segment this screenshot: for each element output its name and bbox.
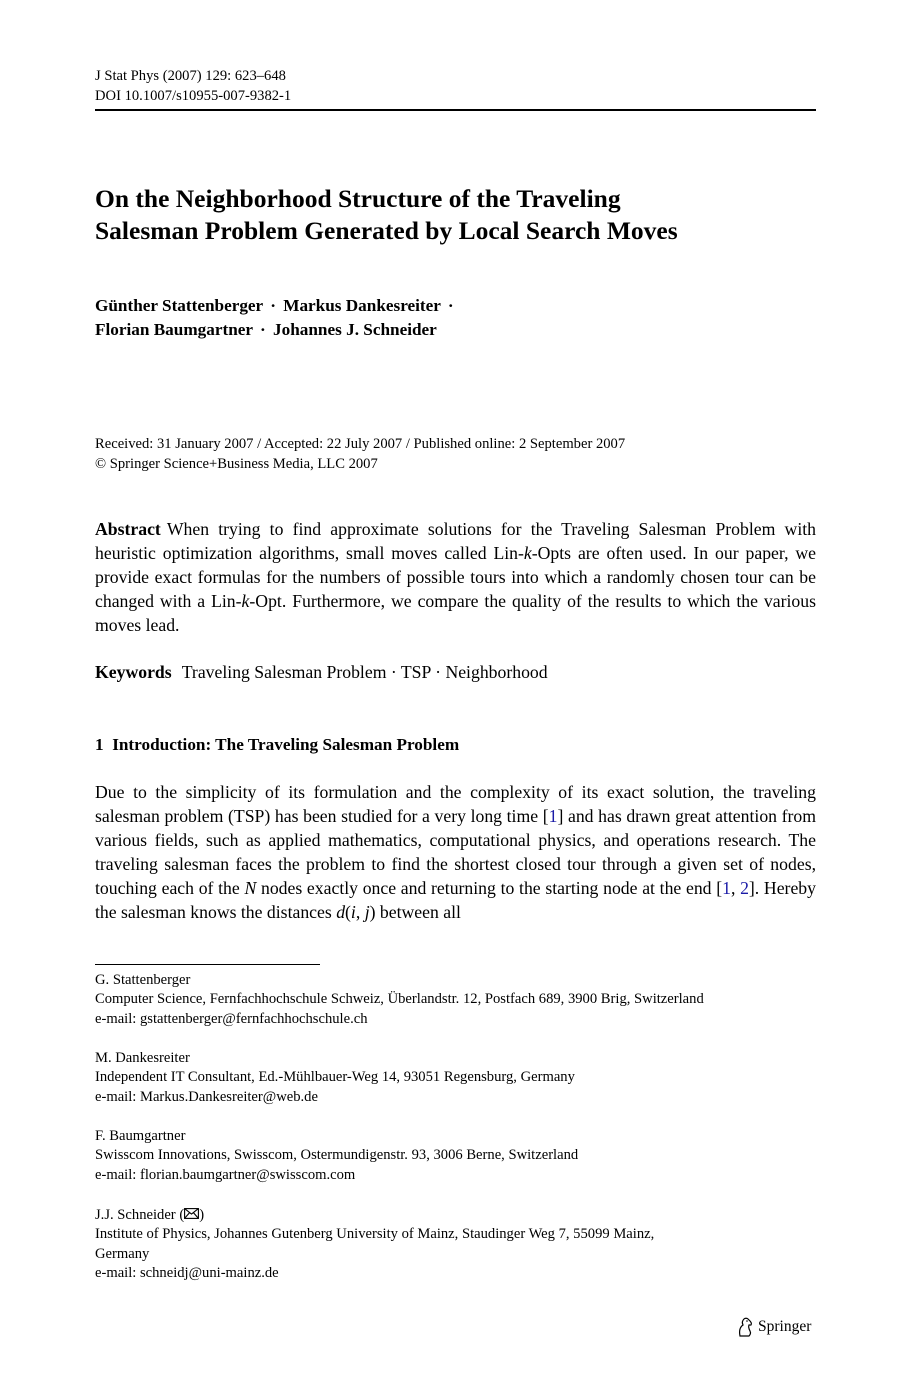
paren: ) xyxy=(199,1207,205,1223)
author-name: Markus Dankesreiter xyxy=(283,296,441,315)
keywords-label: Keywords xyxy=(95,662,172,682)
author-separator: · xyxy=(260,320,266,339)
math-n: N xyxy=(244,878,257,898)
envelope-icon[interactable] xyxy=(184,1208,199,1219)
math-k: k xyxy=(523,543,532,563)
publisher-logo xyxy=(736,1316,811,1338)
abstract-label: Abstract xyxy=(95,519,161,539)
footnote-dankesreiter xyxy=(95,1049,816,1107)
math-i: i xyxy=(350,902,356,922)
dates-line: Received: 31 January 2007 / Accepted: 22 July 2007 / Published online: 2 September 2007 xyxy=(95,436,626,452)
author-name: Florian Baumgartner xyxy=(95,320,253,339)
body-text: , xyxy=(730,878,741,898)
footnote-name: G. Stattenberger xyxy=(95,972,191,988)
citation-link[interactable]: 1 xyxy=(548,806,558,826)
keyword: Neighborhood xyxy=(445,662,548,682)
footnote-affiliation: Swisscom Innovations, Swisscom, Ostermundigenstr. 93, 3006 Berne, Switzerland xyxy=(95,1147,579,1164)
abstract-text: -Opt. Furthermore, we compare the quality of the results to which the various moves lead. xyxy=(95,591,816,635)
keywords xyxy=(95,660,816,684)
math-paren: ) xyxy=(369,902,376,922)
abstract-text: -Opts are often used. In our paper, we provide exact formulas for the numbers of possible tours into which a randomly chosen tour can be changed with a Lin- xyxy=(95,543,817,611)
author-name: Günther Stattenberger xyxy=(95,296,263,315)
keyword-separator: · xyxy=(435,662,442,682)
footnote-email[interactable]: e-mail: schneidj@uni-mainz.de xyxy=(95,1264,279,1281)
footnote-email[interactable]: e-mail: florian.baumgartner@swisscom.com xyxy=(95,1166,356,1183)
paper-title xyxy=(95,183,835,247)
footnote-baumgartner xyxy=(95,1127,816,1185)
publisher-name: Springer xyxy=(758,1318,812,1335)
intro-paragraph xyxy=(95,780,816,924)
footnote-affiliation: Germany xyxy=(95,1245,150,1262)
keyword: TSP xyxy=(400,662,431,682)
paren: ( xyxy=(179,1207,185,1223)
math-d: d xyxy=(336,902,346,922)
author-list xyxy=(95,294,457,342)
footnote-name: M. Dankesreiter xyxy=(95,1050,190,1066)
abstract-text: When trying to find approximate solutions for the Traveling Salesman Problem with heuristic optimization algorithms, small moves called Lin- xyxy=(95,519,816,563)
footnote-affiliation: Institute of Physics, Johannes Gutenberg University of Mainz, Staudinger Weg 7, 55099 Mainz, xyxy=(95,1226,655,1243)
footnote-stattenberger xyxy=(95,971,816,1029)
math-j: j xyxy=(364,902,370,922)
doi: DOI 10.1007/s10955-007-9382-1 xyxy=(95,88,292,104)
abstract xyxy=(95,517,816,637)
journal-header xyxy=(95,66,291,106)
footnote-schneider xyxy=(95,1206,816,1283)
footnote-affiliation: Computer Science, Fernfachhochschule Schweiz, Überlandstr. 12, Postfach 689, 3900 Brig, Switzerland xyxy=(95,991,704,1008)
math-comma: , xyxy=(355,902,365,922)
body-text: Due to the simplicity of its formulation and the complexity of its exact solution, the traveling salesman problem (TSP) has been studied for a very long time [ xyxy=(95,782,816,826)
body-text: between all xyxy=(375,902,461,922)
title-line-2: Salesman Problem Generated by Local Search Moves xyxy=(95,216,678,245)
body-text: nodes exactly once and returning to the starting node at the end [ xyxy=(256,878,723,898)
title-line-1: On the Neighborhood Structure of the Traveling xyxy=(95,184,621,213)
section-heading xyxy=(95,733,459,757)
footnote-email[interactable]: e-mail: Markus.Dankesreiter@web.de xyxy=(95,1088,318,1105)
body-text: ]. Hereby the salesman knows the distances xyxy=(95,878,816,922)
journal-citation: J Stat Phys (2007) 129: 623–648 xyxy=(95,68,286,84)
copyright-line: © Springer Science+Business Media, LLC 2007 xyxy=(95,456,378,472)
math-k: k xyxy=(241,591,250,611)
keyword: Traveling Salesman Problem xyxy=(181,662,387,682)
section-number: 1 xyxy=(95,735,104,754)
keyword-separator: · xyxy=(390,662,397,682)
section-title: Introduction: The Traveling Salesman Problem xyxy=(112,735,460,754)
footnote-rule xyxy=(95,964,320,965)
header-rule xyxy=(95,109,816,111)
footnote-name: F. Baumgartner xyxy=(95,1128,186,1144)
footnote-affiliation: Independent IT Consultant, Ed.-Mühlbauer-Weg 14, 93051 Regensburg, Germany xyxy=(95,1069,575,1086)
author-separator: · xyxy=(270,296,276,315)
publication-dates xyxy=(95,434,625,474)
author-separator: · xyxy=(447,296,454,315)
footnote-name: J.J. Schneider xyxy=(95,1207,176,1223)
citation-link[interactable]: 1 xyxy=(722,878,731,898)
math-paren: ( xyxy=(345,902,351,922)
springer-horse-icon xyxy=(736,1317,754,1337)
author-name: Johannes J. Schneider xyxy=(273,320,437,339)
citation-link[interactable]: 2 xyxy=(740,878,749,898)
footnote-email[interactable]: e-mail: gstattenberger@fernfachhochschule.ch xyxy=(95,1010,368,1027)
body-text: ] and has drawn great attention from various fields, such as applied mathematics, computational physics, and operations research. The traveling salesman faces the problem to find the shortest closed tour through a given set of nodes, touching each of the xyxy=(95,806,817,898)
